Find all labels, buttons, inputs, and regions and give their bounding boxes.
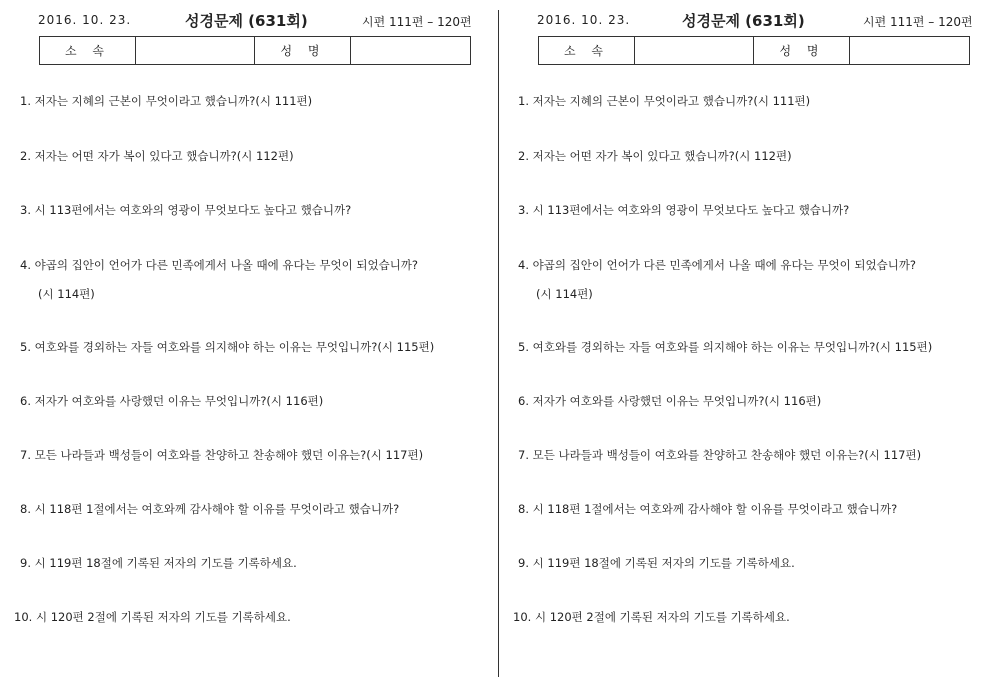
affiliation-field[interactable] bbox=[635, 37, 754, 65]
question-text-continued: (시 114편) bbox=[536, 287, 593, 301]
question-item: 4. 야곱의 집안이 언어가 다른 민족에게서 나올 때에 유다는 무엇이 되었습니까? (시 114편) bbox=[518, 255, 993, 304]
question-item: 10. 시 120편 2절에 기록된 저자의 기도를 기록하세요. bbox=[14, 610, 291, 624]
question-text: 야곱의 집안이 언어가 다른 민족에게서 나올 때에 유다는 무엇이 되었습니까? bbox=[34, 258, 419, 272]
question-item: 1. 저자는 지혜의 근본이 무엇이라고 했습니까?(시 111편) bbox=[20, 94, 313, 108]
sheet-header bbox=[0, 10, 500, 30]
question-item: 9. 시 119편 18절에 기록된 저자의 기도를 기록하세요. bbox=[518, 556, 795, 570]
question-item: 3. 시 113편에서는 여호와의 영광이 무엇보다도 높다고 했습니까? bbox=[518, 203, 850, 217]
info-table bbox=[538, 36, 970, 65]
question-text: 모든 나라들과 백성들이 여호와를 찬양하고 찬송해야 했던 이유는?(시 117편) bbox=[34, 448, 424, 462]
question-text: 저자가 여호와를 사랑했던 이유는 무엇입니까?(시 116편) bbox=[532, 394, 822, 408]
question-item: 6. 저자가 여호와를 사랑했던 이유는 무엇입니까?(시 116편) bbox=[518, 394, 822, 408]
quiz-range: 시편 111편 – 120편 bbox=[362, 15, 472, 29]
affiliation-label: 소 속 bbox=[40, 37, 136, 65]
question-item: 7. 모든 나라들과 백성들이 여호와를 찬양하고 찬송해야 했던 이유는?(시 117편) bbox=[518, 448, 922, 462]
sheet-header bbox=[500, 10, 1000, 30]
question-item: 10. 시 120편 2절에 기록된 저자의 기도를 기록하세요. bbox=[513, 610, 790, 624]
question-text: 시 113편에서는 여호와의 영광이 무엇보다도 높다고 했습니까? bbox=[34, 203, 352, 217]
question-text: 저자는 지혜의 근본이 무엇이라고 했습니까?(시 111편) bbox=[532, 94, 811, 108]
question-text: 시 120편 2절에 기록된 저자의 기도를 기록하세요. bbox=[534, 610, 790, 624]
question-item: 5. 여호와를 경외하는 자들 여호와를 의지해야 하는 이유는 무엇입니까?(시 115편) bbox=[518, 340, 933, 354]
question-text: 저자는 어떤 자가 복이 있다고 했습니까?(시 112편) bbox=[34, 149, 294, 163]
question-text: 저자는 지혜의 근본이 무엇이라고 했습니까?(시 111편) bbox=[34, 94, 313, 108]
info-table bbox=[39, 36, 471, 65]
question-item: 5. 여호와를 경외하는 자들 여호와를 의지해야 하는 이유는 무엇입니까?(시 115편) bbox=[20, 340, 435, 354]
question-text: 모든 나라들과 백성들이 여호와를 찬양하고 찬송해야 했던 이유는?(시 117편) bbox=[532, 448, 922, 462]
question-text: 시 119편 18절에 기록된 저자의 기도를 기록하세요. bbox=[34, 556, 297, 570]
name-field[interactable] bbox=[850, 37, 970, 65]
question-item: 2. 저자는 어떤 자가 복이 있다고 했습니까?(시 112편) bbox=[518, 149, 792, 163]
question-item: 4. 야곱의 집안이 언어가 다른 민족에게서 나올 때에 유다는 무엇이 되었습니까? (시 114편) bbox=[20, 255, 495, 304]
question-text: 시 118편 1절에서는 여호와께 감사해야 할 이유를 무엇이라고 했습니까? bbox=[34, 502, 400, 516]
question-item: 3. 시 113편에서는 여호와의 영광이 무엇보다도 높다고 했습니까? bbox=[20, 203, 352, 217]
question-item: 2. 저자는 어떤 자가 복이 있다고 했습니까?(시 112편) bbox=[20, 149, 294, 163]
affiliation-field[interactable] bbox=[136, 37, 255, 65]
name-field[interactable] bbox=[351, 37, 471, 65]
question-item: 8. 시 118편 1절에서는 여호와께 감사해야 할 이유를 무엇이라고 했습니까? bbox=[518, 502, 898, 516]
question-text: 여호와를 경외하는 자들 여호와를 의지해야 하는 이유는 무엇입니까?(시 115편) bbox=[34, 340, 435, 354]
question-text: 시 120편 2절에 기록된 저자의 기도를 기록하세요. bbox=[35, 610, 291, 624]
question-text: 시 113편에서는 여호와의 영광이 무엇보다도 높다고 했습니까? bbox=[532, 203, 850, 217]
question-item: 1. 저자는 지혜의 근본이 무엇이라고 했습니까?(시 111편) bbox=[518, 94, 811, 108]
question-text: 야곱의 집안이 언어가 다른 민족에게서 나올 때에 유다는 무엇이 되었습니까? bbox=[532, 258, 917, 272]
question-item: 7. 모든 나라들과 백성들이 여호와를 찬양하고 찬송해야 했던 이유는?(시 117편) bbox=[20, 448, 424, 462]
quiz-date: 2016. 10. 23. bbox=[537, 13, 631, 27]
quiz-range: 시편 111편 – 120편 bbox=[863, 15, 973, 29]
question-text: 여호와를 경외하는 자들 여호와를 의지해야 하는 이유는 무엇입니까?(시 115편) bbox=[532, 340, 933, 354]
worksheet-right bbox=[500, 0, 1000, 677]
question-item: 6. 저자가 여호와를 사랑했던 이유는 무엇입니까?(시 116편) bbox=[20, 394, 324, 408]
name-label: 성 명 bbox=[754, 37, 850, 65]
question-text: 시 118편 1절에서는 여호와께 감사해야 할 이유를 무엇이라고 했습니까? bbox=[532, 502, 898, 516]
name-label: 성 명 bbox=[255, 37, 351, 65]
quiz-title: 성경문제 (631회) bbox=[682, 12, 805, 30]
question-item: 9. 시 119편 18절에 기록된 저자의 기도를 기록하세요. bbox=[20, 556, 297, 570]
affiliation-label: 소 속 bbox=[539, 37, 635, 65]
question-item: 8. 시 118편 1절에서는 여호와께 감사해야 할 이유를 무엇이라고 했습니까? bbox=[20, 502, 400, 516]
question-text-continued: (시 114편) bbox=[38, 287, 95, 301]
quiz-date: 2016. 10. 23. bbox=[38, 13, 132, 27]
question-text: 저자가 여호와를 사랑했던 이유는 무엇입니까?(시 116편) bbox=[34, 394, 324, 408]
question-text: 시 119편 18절에 기록된 저자의 기도를 기록하세요. bbox=[532, 556, 795, 570]
question-text: 저자는 어떤 자가 복이 있다고 했습니까?(시 112편) bbox=[532, 149, 792, 163]
quiz-title: 성경문제 (631회) bbox=[185, 12, 308, 30]
